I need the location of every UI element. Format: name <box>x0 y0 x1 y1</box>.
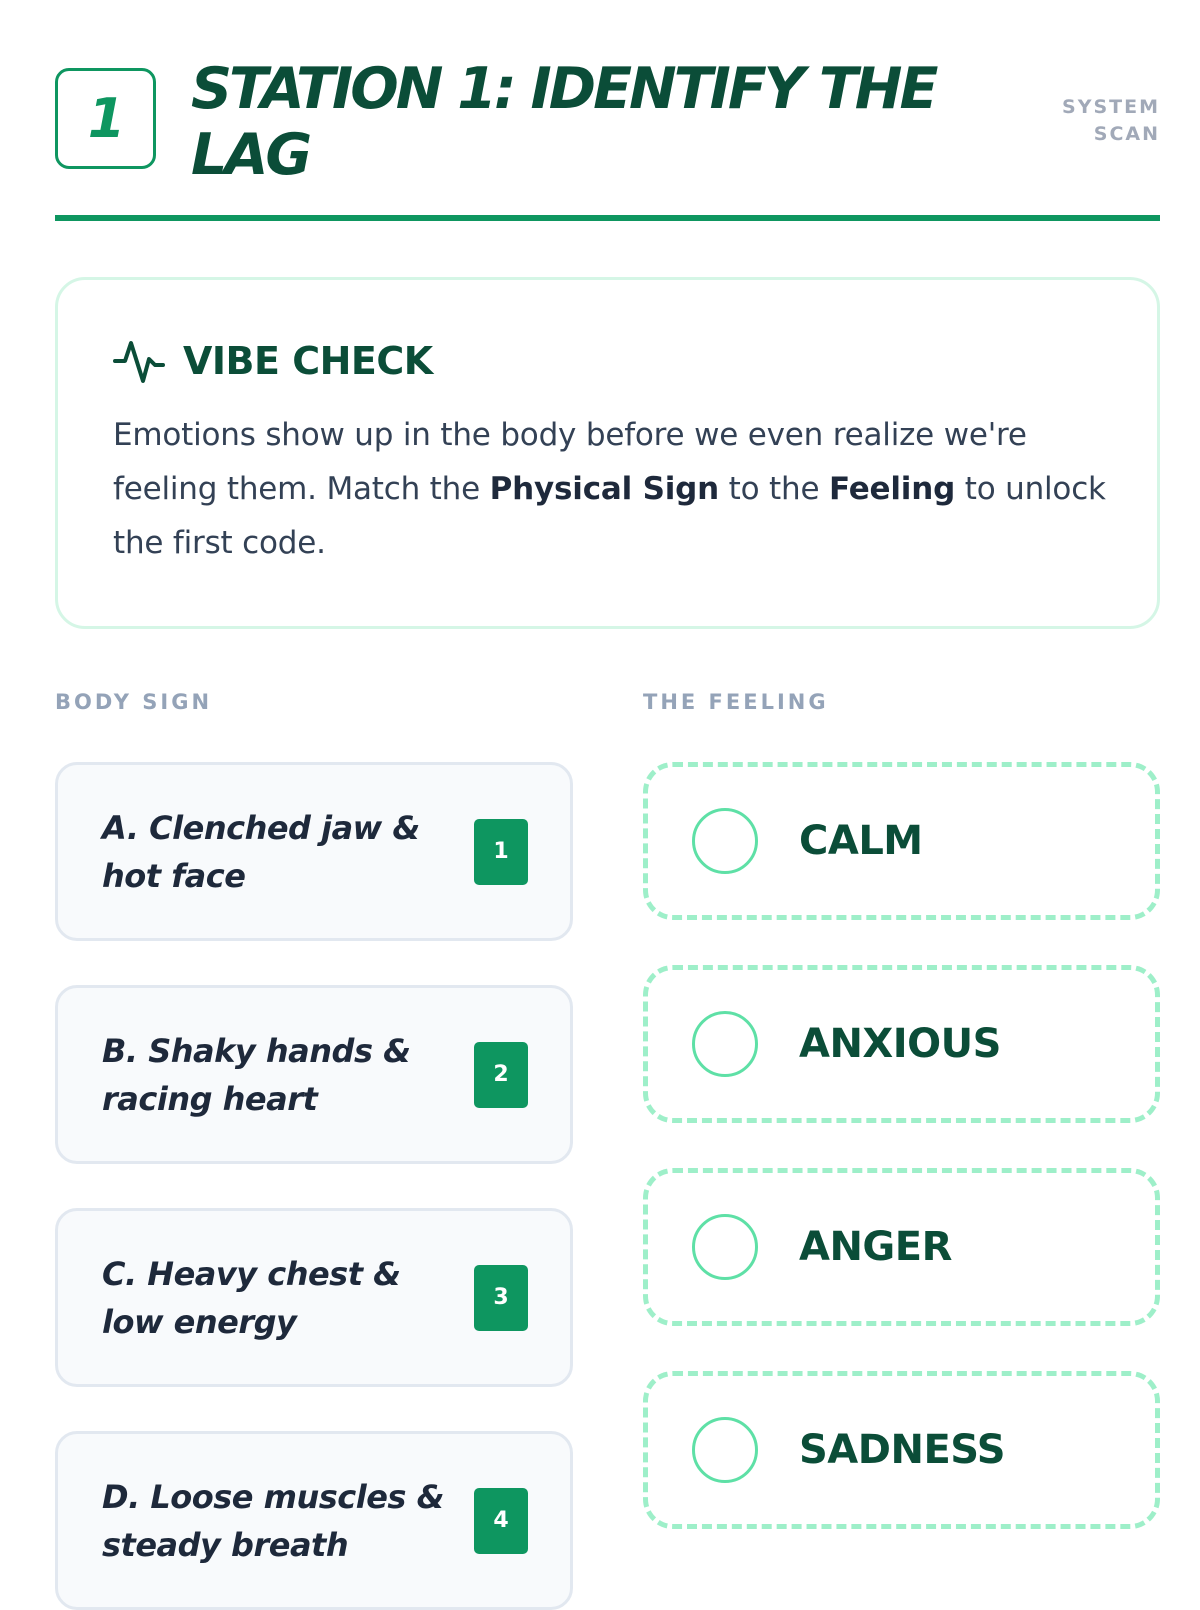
vibe-text-bold-physical-sign: Physical Sign <box>489 471 720 507</box>
body-sign-card-b[interactable] <box>55 985 573 1164</box>
vibe-text-part1: Emotions show up in the body before we even realize we're feeling them. Match the <box>113 417 1027 507</box>
vibe-text-part3: to unlock the first code. <box>113 471 1106 561</box>
body-sign-badge: 3 <box>474 1265 528 1331</box>
system-scan-line2: SCAN <box>1093 123 1160 145</box>
body-sign-badge: 2 <box>474 1042 528 1108</box>
system-scan-label <box>1020 94 1160 148</box>
feeling-column-label: THE FEELING <box>643 690 829 714</box>
feeling-drop-zone-sadness[interactable] <box>643 1371 1160 1529</box>
system-scan-line1: SYSTEM <box>1062 96 1160 118</box>
feeling-radio[interactable] <box>692 1417 758 1483</box>
feeling-drop-zone-anger[interactable] <box>643 1168 1160 1326</box>
feeling-radio[interactable] <box>692 1011 758 1077</box>
feeling-radio[interactable] <box>692 808 758 874</box>
feeling-label: SADNESS <box>799 1427 1006 1473</box>
body-sign-text: D. Loose muscles & steady breath <box>102 1477 445 1564</box>
feeling-drop-zone-anxious[interactable] <box>643 965 1160 1123</box>
station-number: 1 <box>87 87 124 150</box>
feeling-label: CALM <box>799 818 923 864</box>
vibe-check-header <box>113 335 433 387</box>
body-sign-text: C. Heavy chest & low energy <box>102 1254 401 1341</box>
feeling-label: ANGER <box>799 1224 952 1270</box>
station-number-badge <box>55 68 156 169</box>
vibe-check-description <box>113 408 1113 570</box>
body-sign-badge: 1 <box>474 819 528 885</box>
vibe-text-bold-feeling: Feeling <box>829 471 956 507</box>
station-header <box>55 50 1160 220</box>
body-sign-text: A. Clenched jaw & hot face <box>102 808 420 895</box>
header-divider <box>55 215 1160 221</box>
page-title: STATION 1: IDENTIFY THE LAG <box>191 56 936 188</box>
feeling-label: ANXIOUS <box>799 1021 1001 1067</box>
body-sign-card-d[interactable] <box>55 1431 573 1610</box>
vibe-check-title: VIBE CHECK <box>183 339 433 383</box>
pulse-icon <box>113 335 165 387</box>
vibe-text-part2: to the <box>719 471 829 507</box>
body-sign-badge: 4 <box>474 1488 528 1554</box>
body-sign-card-a[interactable] <box>55 762 573 941</box>
body-sign-column-label: BODY SIGN <box>55 690 213 714</box>
body-sign-text: B. Shaky hands & racing heart <box>102 1031 411 1118</box>
body-sign-card-c[interactable] <box>55 1208 573 1387</box>
feeling-drop-zone-calm[interactable] <box>643 762 1160 920</box>
vibe-check-card <box>55 277 1160 629</box>
feeling-radio[interactable] <box>692 1214 758 1280</box>
